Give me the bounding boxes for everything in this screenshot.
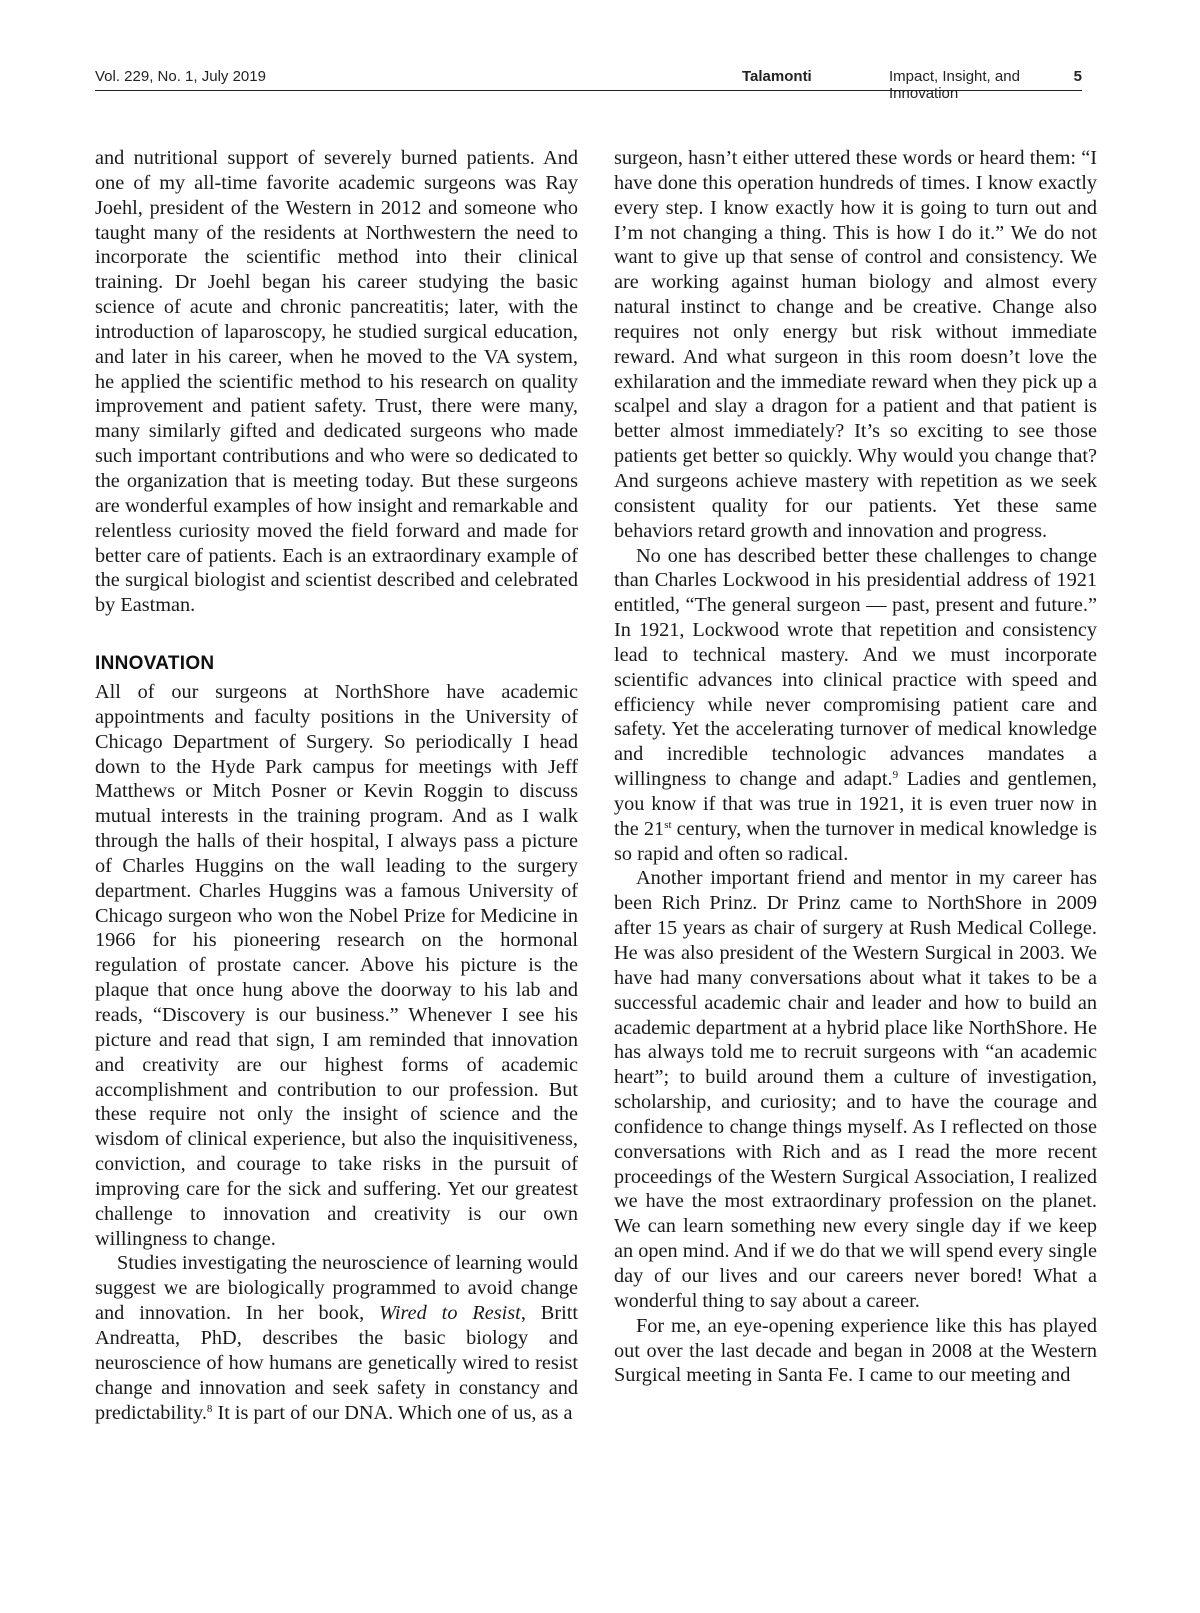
paragraph: For me, an eye-opening experience like this has played out over the last decade and began in 2008 at the Western Surgical meeting in Santa Fe. I came to our meeting and <box>614 1314 1097 1387</box>
page-number: 5 <box>1073 68 1082 85</box>
right-column <box>614 146 1097 1388</box>
reference-marker: 9 <box>892 769 899 782</box>
paragraph: All of our surgeons at NorthShore have academic appointments and faculty positions in the University of Chicago Department of Surgery. So periodically I head down to the Hyde Park campus for meetings with Jeff Matthews or Mitch Posner or Kevin Roggin to discuss mutual interests in the training program. And as I walk through the halls of their hospital, I always pass a picture of Charles Huggins on the wall leading to the surgery department. Charles Huggins was a famous University of Chicago surgeon who won the Nobel Prize for Medicine in 1966 for his pioneering research on the hormonal regulation of prostate cancer. Above his picture is the plaque that once hung above the doorway to his lab and reads, “Discovery is our business.” Whenever I see his picture and read that sign, I am reminded that innovation and creativity are our highest forms of academic accomplishment and contribution to our profession. But these require not only the insight of science and the wisdom of clinical experience, but also the inquisitiveness, conviction, and courage to take risks in the pursuit of improving care for the sick and suffering. Yet our greatest challenge to innovation and creativity is our own willingness to change. <box>95 681 578 1250</box>
section-heading-innovation: INNOVATION <box>95 653 215 675</box>
paragraph: Another important friend and mentor in my career has been Rich Prinz. Dr Prinz came to NorthShore in 2009 after 15 years as chair of surgery at Rush Medical College. He was also president of the Western Surgical in 2003. We have had many conversations about what it takes to be a successful academic chair and leader and how to build an academic department at a hybrid place like NorthShore. He has always told me to recruit surgeons with “an academic heart”; to build around them a culture of investigation, scholarship, and curiosity; and to have the courage and confidence to change things myself. As I reflected on those conversations with Rich and as I read the more recent proceedings of the Western Surgical Association, I realized we have the most extraordinary profession on the planet. We can learn something new every single day if we keep an open mind. And if we do that we will spend every single day of our lives and our careers never bored! What a wonderful thing to say about a career. <box>614 867 1097 1312</box>
paragraph: and nutritional support of severely burned patients. And one of my all-time favorite academic surgeons was Ray Joehl, president of the Western in 2012 and someone who taught many of the residents at Northwestern the need to incorporate the scientific method into their clinical training. Dr Joehl began his career studying the basic science of acute and chronic pancreatitis; later, with the introduction of laparoscopy, he studied surgical education, and later in his career, when he moved to the VA system, he applied the scientific method to his research on quality improvement and patient safety. Trust, there were many, many similarly gifted and dedicated surgeons who made such important contributions and who were so dedicated to the organization that is meeting today. But these surgeons are wonderful examples of how insight and remarkable and relentless curiosity moved the field forward and made for better care of patients. Each is an extraordinary example of the surgical biologist and scientist described and celebrated by Eastman. <box>95 147 578 617</box>
journal-info: Vol. 229, No. 1, July 2019 <box>95 68 266 85</box>
paragraph: surgeon, hasn’t either uttered these words or heard them: “I have done this operation hundreds of times. I know exactly every step. I know exactly how it is going to turn out and I’m not changing a thing. This is how I do it.” We do not want to give up that sense of control and consistency. We are working against human biology and almost every natural instinct to change and be creative. Change also requires not only energy but risk without immediate reward. And what surgeon in this room doesn’t love the exhilaration and the immediate reward when they pick up a scalpel and slay a dragon for a patient and that patient is better almost immediately? It’s so exciting to see those patients get better so quickly. Why would you change that? And surgeons achieve mastery with repetition as we seek consistent quality for our patients. Yet these same behaviors retard growth and innovation and progress. <box>614 147 1097 542</box>
paragraph: No one has described better these challenges to change than Charles Lockwood in his presidential address of 1921 entitled, “The general surgeon — past, present and future.” In 1921, Lockwood wrote that repetition and consistency lead to technical mastery. And we must incorporate scientific advances into clinical practice with speed and efficiency while never compromising patient care and safety. Yet the accelerating turnover of medical knowledge and incredible technologic advances mandates a willingness to change and adapt.$^9$ Ladies and gentlemen, you know if that was true in 1921, it is even truer now in the 21st century, when the turnover in medical knowledge is so rapid and often so radical. <box>614 544 1097 865</box>
paragraph: Studies investigating the neuroscience of learning would suggest we are biologically programmed to avoid change and innovation. In her book, Wired to Resist, Britt Andreatta, PhD, describes the basic biology and neuroscience of how humans are genetically wired to resist change and innovation and seek safety in constancy and predictability.$^8$ It is part of our DNA. Which one of us, as a <box>95 1252 578 1424</box>
left-column <box>95 146 578 1425</box>
reference-marker: 8 <box>206 1402 213 1415</box>
running-header <box>95 64 1082 102</box>
running-author: Talamonti <box>742 68 812 85</box>
ordinal-suffix: st <box>664 818 672 831</box>
running-title: Impact, Insight, and Innovation <box>889 68 1020 102</box>
book-title: Wired to Resist <box>379 1302 521 1325</box>
